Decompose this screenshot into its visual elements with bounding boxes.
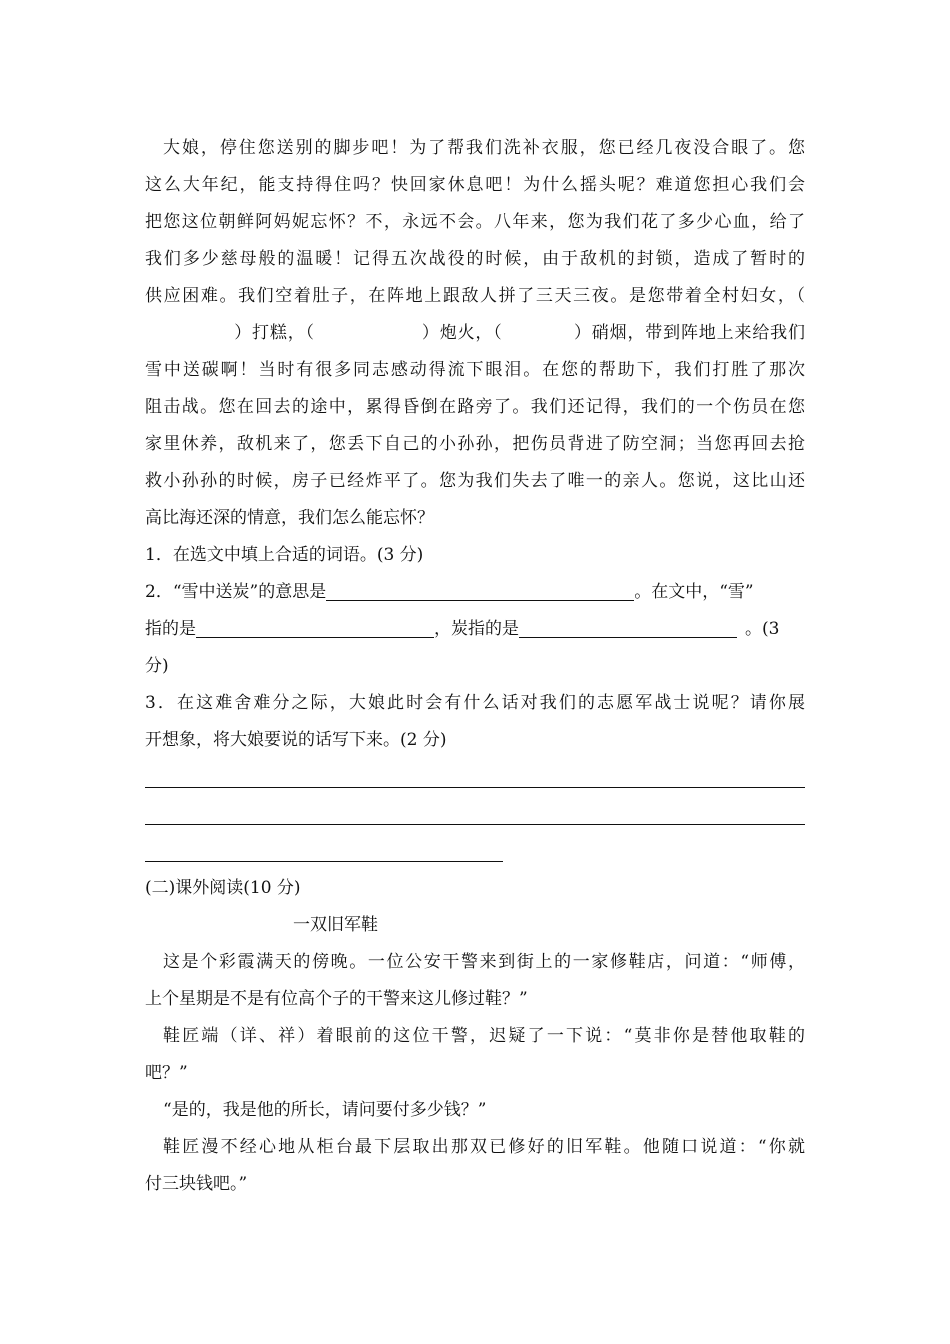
passage-line-blanks: ）打糕，（ ）炮火，（ ）硝烟，带到阵地上来给我们 xyxy=(234,323,805,343)
answer-blank-meaning[interactable] xyxy=(326,580,634,601)
passage-line: 雪中送碳啊！当时有很多同志感动得流下眼泪。在您的帮助下，我们打胜了那次 xyxy=(145,360,805,380)
answer-line[interactable] xyxy=(145,833,805,870)
question-2-text: ，炭指的是 xyxy=(434,619,519,639)
passage-line: 大娘，停住您送别的脚步吧！为了帮我们洗补衣服，您已经几夜没合眼了。您 xyxy=(163,138,805,158)
passage-line: 阻击战。您在回去的途中，累得昏倒在路旁了。我们还记得，我们的一个伤员在您 xyxy=(145,397,805,417)
passage-line: 救小孙孙的时候，房子已经炸平了。您为我们失去了唯一的亲人。您说，这比山还 xyxy=(145,471,805,491)
question-2-text: 。(3 xyxy=(745,619,780,639)
story-line: 上个星期是不是有位高个子的干警来这儿修过鞋？” xyxy=(145,989,528,1009)
question-2-text: 指的是 xyxy=(145,619,196,639)
question-2-line-2 xyxy=(145,611,805,648)
question-2-line-1 xyxy=(145,574,805,611)
question-3-line-2: 开想象，将大娘要说的话写下来。(2 分) xyxy=(145,730,447,750)
passage-line: 家里休养，敌机来了，您丢下自己的小孙孙，把伤员背进了防空洞；当您再回去抢 xyxy=(145,434,805,454)
story-title: 一双旧军鞋 xyxy=(293,915,378,935)
section-heading: (二)课外阅读(10 分) xyxy=(145,878,301,898)
story-line: “是的，我是他的所长，请问要付多少钱？” xyxy=(163,1100,487,1120)
passage-line: 我们多少慈母般的温暖！记得五次战役的时候，由于敌机的封锁，造成了暂时的 xyxy=(145,249,805,269)
passage-line: 这么大年纪，能支持得住吗？快回家休息吧！为什么摇头呢？难道您担心我们会 xyxy=(145,175,805,195)
answer-line[interactable] xyxy=(145,796,805,833)
question-2-text: 。在文中，“雪” xyxy=(634,582,754,602)
question-2-text: 2．“雪中送炭”的意思是 xyxy=(145,582,327,602)
passage-line: 把您这位朝鲜阿妈妮忘怀？不，永远不会。八年来，您为我们花了多少心血，给了 xyxy=(145,212,805,232)
story-line: 这是个彩霞满天的傍晚。一位公安干警来到街上的一家修鞋店，问道：“师傅， xyxy=(163,952,805,972)
story-line: 鞋匠漫不经心地从柜台最下层取出那双已修好的旧军鞋。他随口说道：“你就 xyxy=(163,1137,805,1157)
question-2-line-3: 分) xyxy=(145,656,169,676)
answer-line[interactable] xyxy=(145,759,805,796)
question-1: 1．在选文中填上合适的词语。(3 分) xyxy=(145,545,424,565)
story-line: 鞋匠端（详、祥）着眼前的这位干警，迟疑了一下说：“莫非你是替他取鞋的 xyxy=(163,1026,805,1046)
question-3-line-1: 3．在这难舍难分之际，大娘此时会有什么话对我们的志愿军战士说呢？请你展 xyxy=(145,693,805,713)
passage-line: 高比海还深的情意，我们怎么能忘怀？ xyxy=(145,508,434,528)
story-line: 吧？” xyxy=(145,1063,188,1083)
answer-blank-snow[interactable] xyxy=(196,617,434,638)
passage-line: 供应困难。我们空着肚子，在阵地上跟敌人拼了三天三夜。是您带着全村妇女，（ xyxy=(145,286,805,306)
answer-blank-charcoal[interactable] xyxy=(519,617,737,638)
story-line: 付三块钱吧。” xyxy=(145,1174,248,1194)
exam-page xyxy=(145,130,805,1203)
